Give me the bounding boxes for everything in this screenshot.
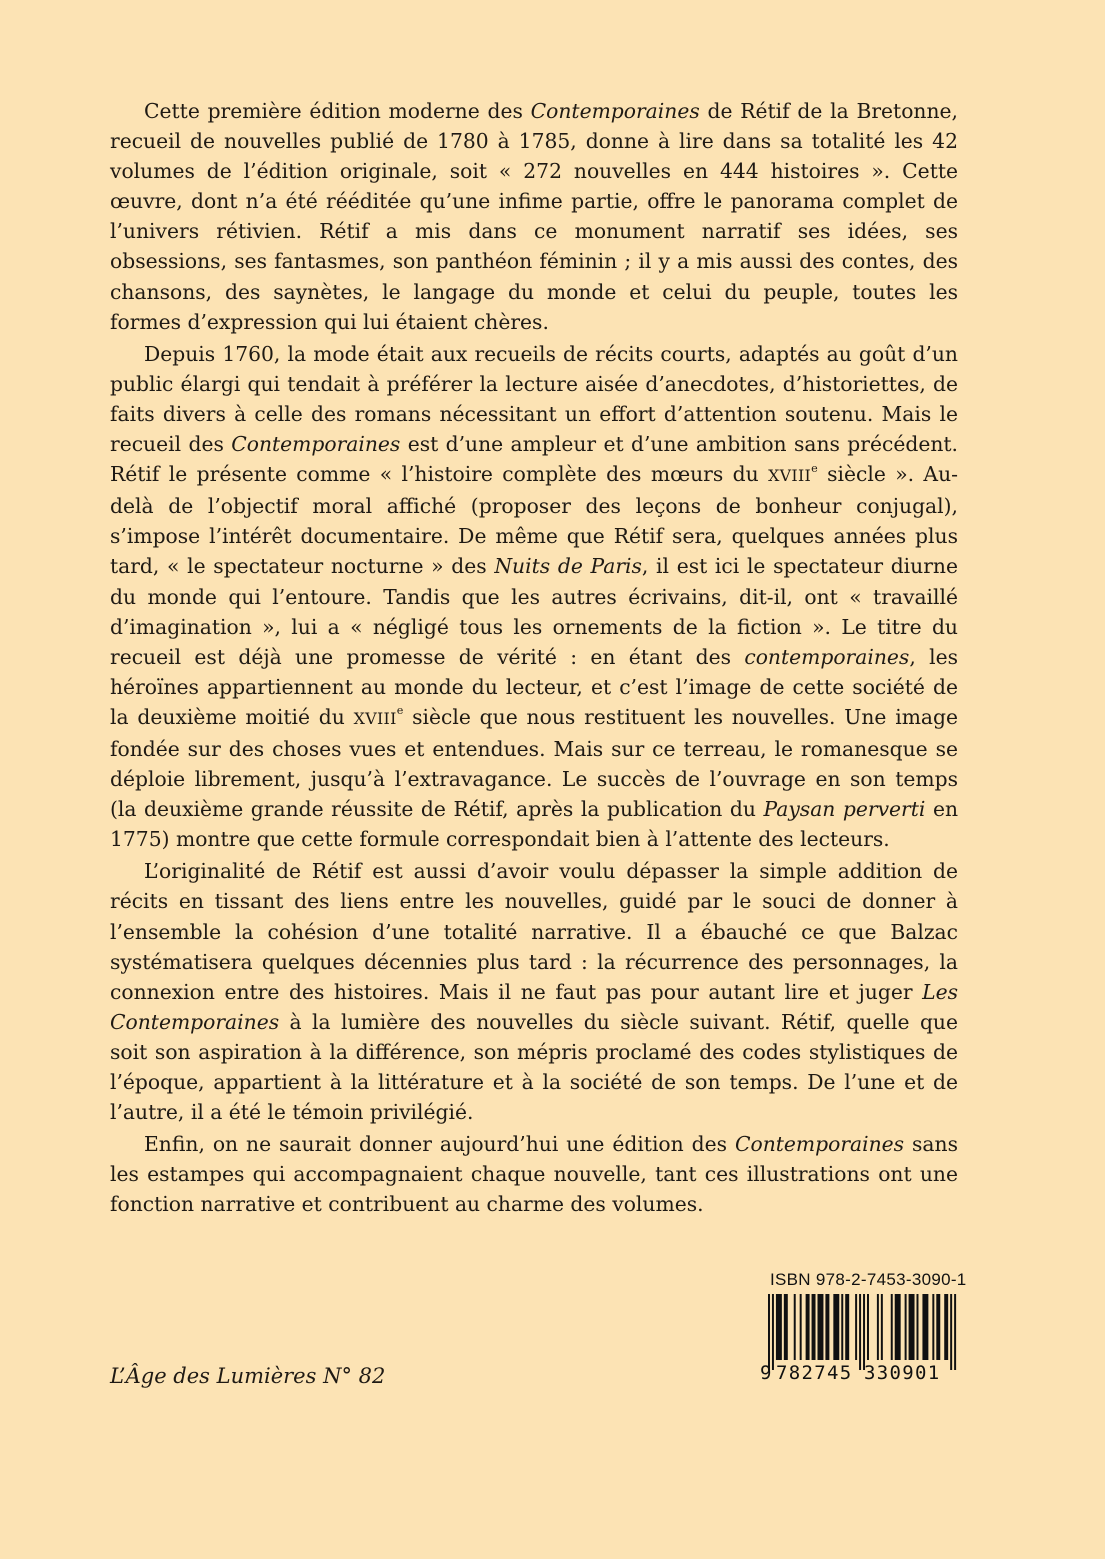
barcode-bar	[800, 1294, 802, 1360]
barcode-bar	[841, 1294, 843, 1360]
text-run: Cette première édition moderne des	[144, 99, 531, 123]
barcode-bar	[845, 1294, 849, 1360]
barcode-bar	[936, 1294, 940, 1360]
text-run: sans les estampes qui accompagnaient chaque nouvelle, tant ces illustrations ont une fonction narrative et contribuent au charme des volumes.	[110, 1132, 958, 1217]
back-cover-blurb	[110, 96, 958, 1219]
series-label: L’Âge des Lumières N° 82	[110, 1364, 386, 1388]
barcode-bar	[794, 1294, 796, 1360]
barcode-bar	[932, 1294, 934, 1360]
barcode-bar	[917, 1294, 919, 1360]
paragraph	[110, 1129, 958, 1219]
barcode-bar	[881, 1294, 883, 1360]
paragraph	[110, 339, 958, 855]
text-run: e	[396, 704, 404, 718]
text-run: Les Contemporaines	[110, 979, 958, 1034]
paragraph	[110, 856, 958, 1127]
text-run: XVIII	[353, 708, 397, 728]
text-run: L’originalité de Rétif est aussi d’avoir voulu dépasser la simple addition de récits en tissant des liens entre les nouvelles, guidé par le souci de donner à l’ensemble la cohésion d’une totalité narrative. Il a ébauché ce que Balzac systématisera quelques décennies plus tard : la récurrence des personnages, la connexion entre des histoires. Mais il ne faut pas pour autant lire et juger	[110, 859, 958, 1004]
barcode-guard-bar	[772, 1294, 774, 1370]
barcode-bar	[855, 1294, 857, 1360]
paragraph	[110, 96, 958, 337]
barcode-bar	[818, 1294, 824, 1360]
ean-first-digit: 9	[760, 1362, 772, 1384]
text-run: Paysan perverti	[763, 797, 926, 822]
text-run: en 1775) montre que cette formule correspondait bien à l’attente des lecteurs.	[110, 797, 959, 852]
barcode-bar	[806, 1294, 810, 1360]
barcode-bar	[784, 1294, 788, 1360]
text-run: Enfin, on ne saurait donner aujourd’hui une édition des	[144, 1132, 735, 1157]
barcode-bar	[867, 1294, 869, 1360]
barcode-guard-bar	[954, 1294, 956, 1370]
barcode-guard-bar	[859, 1294, 861, 1370]
text-run: , il est ici le spectateur diurne du monde qui l’entoure. Tandis que les autres écrivains, dit-il, ont « travaillé d’imagination », lui a « négligé tous les ornements de la fiction ». Le titre du recueil est déjà une promesse de vérité : en étant des	[110, 554, 958, 669]
barcode-bar	[833, 1294, 839, 1360]
barcode-bar	[812, 1294, 816, 1360]
text-run: , les héroïnes appartiennent au monde du lecteur, et c’est l’image de cette société de la deuxième moitié du	[110, 644, 958, 729]
barcode-bar	[776, 1294, 782, 1360]
text-run: siècle ». Au-delà de l’objectif moral affiché (proposer des leçons de bonheur conjugal), s’impose l’intérêt documentaire. De même que Rétif sera, quelques années plus tard, « le spectateur nocturne » des	[110, 462, 958, 579]
barcode-guard-bar	[768, 1294, 770, 1370]
barcode-bar	[877, 1294, 879, 1360]
text-run: Contemporaines	[530, 99, 700, 123]
text-run: Contemporaines	[231, 432, 401, 457]
isbn-barcode-block	[760, 1270, 967, 1400]
text-run: siècle que nous restituent les nouvelles. Une image fondée sur des choses vues et entendues. Mais sur ce terreau, le romanesque se déploie librement, jusqu’à l’extravagance. Le succès de l’ouvrage en son temps (la deuxième grande réussite de Rétif, après la publication du	[110, 704, 958, 822]
text-run: Nuits de Paris	[494, 554, 642, 579]
barcode-bar	[825, 1294, 829, 1360]
barcode-bar	[891, 1294, 893, 1360]
barcode-bar	[922, 1294, 928, 1360]
barcode-bar	[909, 1294, 915, 1360]
barcode-guard-bar	[863, 1294, 865, 1370]
text-run: Contemporaines	[734, 1132, 905, 1157]
barcode-bar	[944, 1294, 948, 1360]
text-run: de Rétif de la Bretonne, recueil de nouvelles publié de 1780 à 1785, donne à lire dans sa totalité les 42 volumes de l’édition originale, soit « 272 nouvelles en 444 histoires ». Cette œuvre, dont n’a été rééditée qu’une infime partie, offre le panorama complet de l’univers rétivien. Rétif a mis dans ce monument narratif ses idées, ses obsessions, ses fantasmes, son panthéon féminin ; il y a mis aussi des contes, des chansons, des saynètes, le langage du monde et celui du peuple, toutes les formes d’expression qui lui étaient chères.	[110, 99, 958, 334]
isbn-label: ISBN 978-2-7453-3090-1	[770, 1270, 967, 1289]
text-run: XVIII	[768, 466, 812, 486]
text-run: à la lumière des nouvelles du siècle suivant. Rétif, quelle que soit son aspiration à la différence, son mépris proclamé des codes stylistiques de l’époque, appartient à la littérature et à la société de son temps. De l’une et de l’autre, il a été le témoin privilégié.	[110, 1009, 958, 1125]
text-run: Depuis 1760, la mode était aux recueils de récits courts, adaptés au goût d’un public élargi qui tendait à préférer la lecture aisée d’anecdotes, d’historiettes, de faits divers à celle des romans nécessitant un effort d’attention soutenu. Mais le recueil des	[110, 341, 958, 457]
text-run: e	[811, 461, 818, 475]
text-run: contemporaines	[744, 644, 910, 669]
barcode-bar	[895, 1294, 901, 1360]
text-run: est d’une ampleur et d’une ambition sans précédent. Rétif le présente comme « l’histoire complète des mœurs du	[110, 432, 958, 487]
barcode-guard-bar	[950, 1294, 952, 1370]
barcode-bar	[905, 1294, 907, 1360]
ean-left-group: 782745	[776, 1362, 853, 1384]
ean-right-group: 330901	[864, 1362, 941, 1384]
